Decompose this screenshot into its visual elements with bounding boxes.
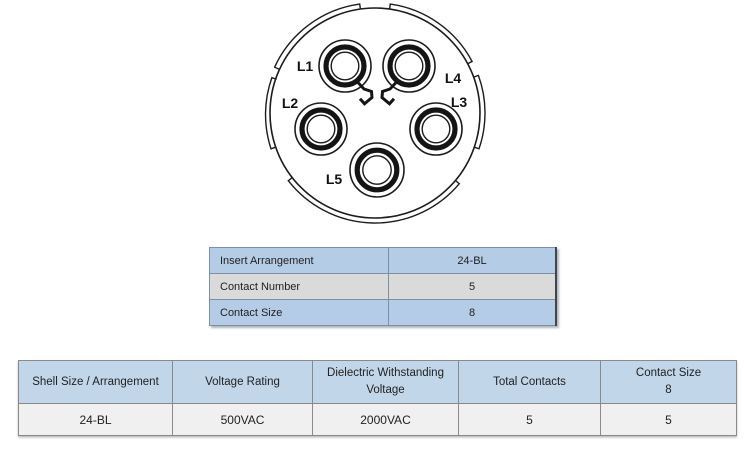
- specification-table: [18, 360, 737, 436]
- contact-l4: [383, 40, 435, 92]
- contact-l2: [295, 103, 347, 155]
- connector-face-diagram: [250, 0, 500, 235]
- contact-label-l5: L5: [325, 171, 343, 187]
- spec-header-contact-size-label: Contact Size: [635, 367, 702, 380]
- insert-table-value: 5: [389, 274, 557, 300]
- spec-header-voltage-rating: Voltage Rating: [173, 361, 313, 404]
- contact-l5: [350, 143, 404, 197]
- contact-label-l2: L2: [281, 95, 299, 111]
- insert-table-value: 24-BL: [389, 248, 557, 274]
- spec-cell-dielectric: 2000VAC: [313, 404, 459, 436]
- spec-header-shell-size: Shell Size / Arrangement: [19, 361, 173, 404]
- spec-cell-contact-size: 5: [601, 404, 737, 436]
- spec-cell-total-contacts: 5: [459, 404, 601, 436]
- spec-header-dielectric: Dielectric Withstanding Voltage: [313, 361, 459, 404]
- table-row: [210, 248, 557, 274]
- spec-header-contact-size-value: 8: [665, 384, 672, 396]
- contact-label-l1: L1: [296, 58, 314, 74]
- contact-l3: [410, 103, 462, 155]
- table-row: [210, 300, 557, 326]
- insert-arrangement-table: [209, 247, 557, 326]
- spec-cell-shell-size: 24-BL: [19, 404, 173, 436]
- spec-cell-voltage-rating: 500VAC: [173, 404, 313, 436]
- insert-table-value: 8: [389, 300, 557, 326]
- insert-table-label: Contact Number: [210, 274, 389, 300]
- spec-table-header-row: [19, 361, 737, 404]
- contact-label-l3: L3: [450, 94, 468, 110]
- spec-header-contact-size: [601, 361, 737, 404]
- contact-label-l4: L4: [444, 70, 462, 86]
- spec-header-total-contacts: Total Contacts: [459, 361, 601, 404]
- contact-l1: [319, 40, 371, 92]
- insert-table-label: Contact Size: [210, 300, 389, 326]
- spec-table-data-row: [19, 404, 737, 436]
- insert-table-label: Insert Arrangement: [210, 248, 389, 274]
- table-row: [210, 274, 557, 300]
